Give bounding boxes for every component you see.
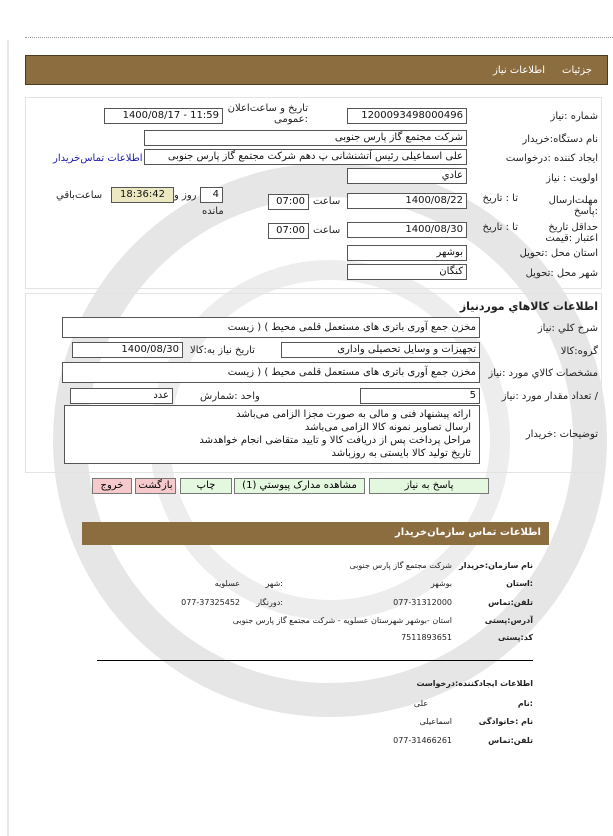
creator-phone-value: 077-31466261 [393,736,452,745]
buyer-org-label: نام دستگاه:خریدار [522,134,598,145]
divider [25,37,613,38]
tab-need-info[interactable]: اطلاعات نیاز [493,65,545,76]
buyer-contact-link[interactable]: اطلاعات تماس‌خریدار [53,153,143,164]
unit-field: عدد [70,388,173,404]
creator-phone-label: تلفن:تماس [488,736,533,745]
days-label: روز و [174,190,197,201]
priority-field: عادي [347,168,467,184]
province-label: استان محل :تحویل [519,248,598,259]
unit-label: واحد :شمارش [200,391,260,402]
announce-label: تاریخ و ساعت‌اعلان :عمومی [227,103,308,125]
deadline-date-field: 1400/08/22 [347,193,467,209]
validity-label: حداقل تاریخ اعتبار :قیمت [545,222,598,244]
back-button[interactable]: بازگشت [135,478,176,494]
city-label: شهر محل :تحویل [525,268,598,279]
desc-line: ارائه پیشنهاد فنی و مالی به صورت مجزا الزامی می‌باشد [236,409,471,420]
contact-header [82,522,549,545]
deadline-label: مهلت‌ارسال :پاسخ [548,195,598,217]
postal-label: کد:پستی [498,633,533,642]
priority-label: اولویت : نیاز [546,173,598,184]
desc-field [64,405,480,464]
qty-field: 5 [360,388,480,404]
qty-label: / تعداد مقدار مورد :نیاز [501,391,598,402]
summary-label: شرح کلي :نیاز [537,323,598,334]
print-button[interactable]: چاپ [180,478,232,494]
need-date-label: تاریخ نیاز به:کالا [190,345,255,356]
validity-to-date-label: تا : تاریخ [482,222,518,233]
validity-time-field: 07:00 [268,223,309,239]
creator-label: ایجاد کننده :درخواست [505,153,598,164]
need-number-field: 1200093498000496 [347,108,467,124]
remaining-timer: 18:36:42 [111,187,174,203]
deadline-time-field: 07:00 [268,194,309,210]
need-number-label: شماره :نیاز [550,111,598,122]
validity-time-label: ساعت [313,225,341,236]
org-label: نام سازمان:خریدار [459,561,533,570]
spec-field: مخزن جمع آوری باتری های مستعمل قلمی محیط ) ( زیست [62,362,480,383]
creator-title: اطلاعات ایجادکننده:درخواست [416,679,533,688]
family-value: اسماعیلی [419,717,452,726]
to-date-label: تا : تاریخ [482,193,518,204]
buyer-org-field: شرکت مجتمع گاز پارس جنوبی [144,130,467,146]
attachments-button[interactable]: مشاهده مدارک پیوستي (1) [234,478,365,494]
validity-date-field: 1400/08/30 [347,222,467,238]
fax-label: :دورنگار [256,598,283,607]
spec-label: مشخصات کالاي مورد :نیاز [488,368,598,379]
city-label: :شهر [265,579,283,588]
creator-field: علی اسماعیلی رئیس آتشنشانی پ دهم شرکت مجتمع گاز پارس جنوبی [144,149,467,165]
address-label: آدرس:پستی [484,616,533,625]
need-date-field: 1400/08/30 [72,342,183,358]
summary-field: مخزن جمع آوری باتری های مستعمل قلمی محیط ) ( زیست [62,317,480,338]
time-label: ساعت [313,196,341,207]
separator [97,660,533,661]
address-value: استان -بوشهر شهرستان عسلویه - شرکت مجتمع گاز پارس جنوبی [232,616,452,625]
province-value: بوشهر [430,579,452,588]
remaining-label-2: مانده [202,206,224,217]
province-label: :استان [506,579,533,588]
phone-value: 077-31312000 [393,598,452,607]
days-field: 4 [200,187,223,203]
family-label: نام :خانوادگی [478,717,533,726]
desc-line: مراحل پرداخت پس از دریافت کالا و تایید متقاضی انجام خواهدشد [199,435,471,446]
group-field: تجهیزات و وسایل تحصیلی واداری [281,342,480,358]
reply-button[interactable]: پاسخ به نیاز [369,478,489,494]
exit-button[interactable]: خروج [92,478,132,494]
desc-label: توضیحات :خریدار [525,429,598,440]
city-field: کنگان [347,264,467,280]
phone-label: تلفن:تماس [488,598,533,607]
name-value: علی [413,699,428,708]
remaining-label: ساعت‌باقي [56,190,103,201]
desc-line: ارسال تصاویر نمونه کالا الزامی می‌باشد [304,422,471,433]
desc-line: تاریخ تولید کالا بایستی به روزباشد [331,448,471,459]
fax-value: 077-37325452 [181,598,240,607]
province-field: بوشهر [347,245,467,261]
org-value: شرکت مجتمع گاز پارس جنوبی [349,561,452,570]
tab-details[interactable]: جزئیات [562,65,592,76]
postal-value: 7511893651 [401,633,452,642]
group-label: گروه:کالا [560,346,598,357]
contact-title: اطلاعات تماس سازمان‌خریدار [394,527,541,538]
goods-title: اطلاعات کالاهاي موردنیاز [459,300,598,313]
announce-field: 1400/08/17 - 11:59 [104,108,223,124]
name-label: :نام [517,699,533,708]
city-value: عسلویه [214,579,240,588]
header-bar [25,55,608,85]
